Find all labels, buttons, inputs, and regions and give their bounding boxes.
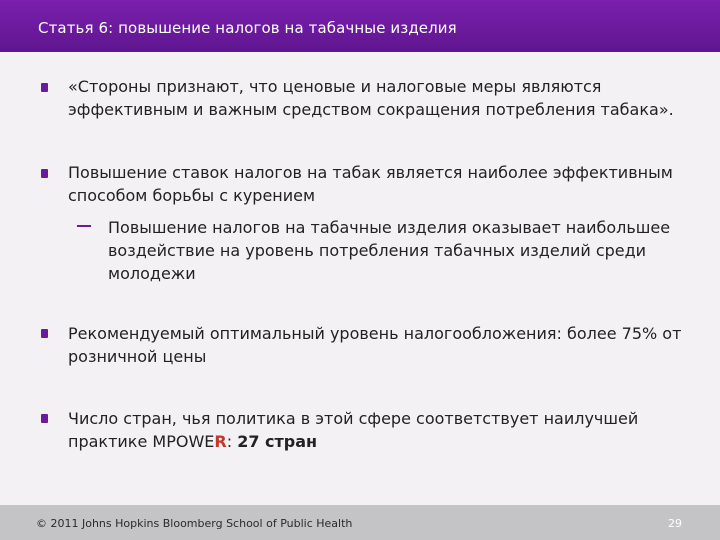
header-bar [0, 0, 720, 52]
page-number: 29 [668, 517, 682, 530]
bullet-text-4-prefix: Число стран, чья политика в этой сфере соответствует наилучшей практике MPOWE [68, 409, 639, 451]
slide-body [0, 52, 720, 492]
bullet-marker [41, 414, 48, 423]
footer-bar [0, 505, 720, 540]
country-count: 27 стран [237, 432, 318, 451]
mpower-r-highlight: R [214, 432, 227, 451]
bullet-marker [41, 169, 48, 178]
sub-bullet-dash [77, 225, 91, 227]
bullet-text-4 [68, 407, 688, 453]
bullet-marker [41, 83, 48, 92]
bullet-text-1: «Стороны признают, что ценовые и налоговые меры являются эффективным и важным средством сокращения потребления табака». [68, 77, 674, 119]
slide-title: Статья 6: повышение налогов на табачные изделия [38, 19, 457, 37]
bullet-marker [41, 329, 48, 338]
bullet-text-3: Рекомендуемый оптимальный уровень налогообложения: более 75% от розничной цены [68, 324, 682, 366]
footer-copyright: © 2011 Johns Hopkins Bloomberg School of Public Health [36, 517, 353, 530]
bullet-text-4-colon: : [226, 432, 238, 451]
bullet-text-2: Повышение ставок налогов на табак является наиболее эффективным способом борьбы с курением [68, 163, 673, 205]
sub-bullet-text: Повышение налогов на табачные изделия оказывает наибольшее воздействие на уровень потребления табачных изделий среди молодежи [108, 218, 671, 283]
